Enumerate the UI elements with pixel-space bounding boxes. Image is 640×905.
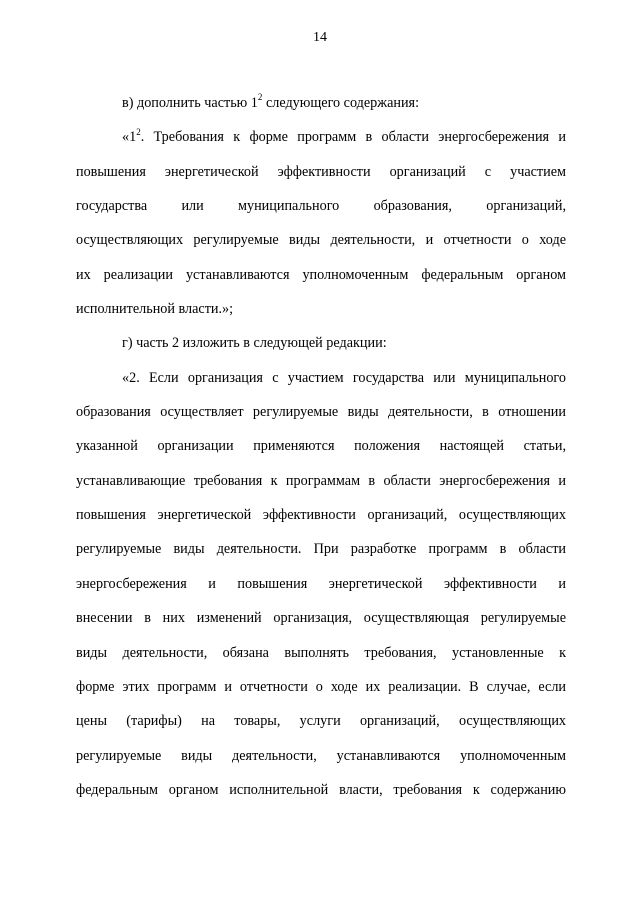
paragraph-line: осуществляющих регулируемые виды деятельности, и отчетности о ходе xyxy=(76,232,566,249)
paragraph-line: форме этих программ и отчетности о ходе их реализации. В случае, если xyxy=(76,678,566,695)
paragraph-line: исполнительной власти.»; xyxy=(76,301,234,318)
paragraph-line: образования осуществляет регулируемые виды деятельности, в отношении xyxy=(76,404,566,421)
page-number: 14 xyxy=(313,30,327,45)
paragraph-line: виды деятельности, обязана выполнять требования, установленные к xyxy=(76,644,566,661)
document-body xyxy=(76,86,566,807)
paragraph-line: повышения энергетической эффективности организаций с участием xyxy=(76,163,566,180)
paragraph-line: регулируемые виды деятельности, устанавливаются уполномоченным xyxy=(76,747,566,764)
paragraph-line: устанавливающие требования к программам в области энергосбережения и xyxy=(76,472,566,489)
paragraph-line: цены (тарифы) на товары, услуги организаций, осуществляющих xyxy=(76,713,566,730)
paragraph-line: государства или муниципального образования, организаций, xyxy=(76,198,566,215)
paragraph-line: повышения энергетической эффективности организаций, осуществляющих xyxy=(76,507,566,524)
paragraph-line: внесении в них изменений организация, осуществляющая регулируемые xyxy=(76,610,566,627)
paragraph-line: указанной организации применяются положения настоящей статьи, xyxy=(76,438,566,455)
paragraph-line: регулируемые виды деятельности. При разработке программ в области xyxy=(76,541,566,558)
paragraph-line: в) дополнить частью $1^2$ следующего содержания: xyxy=(122,92,420,111)
paragraph-line: г) часть 2 изложить в следующей редакции: xyxy=(122,335,387,352)
paragraph-line: «$1^2$. Требования к форме программ в области энергосбережения и xyxy=(122,126,566,146)
paragraph-line: «2. Если организация с участием государства или муниципального xyxy=(122,369,566,386)
paragraph-line: федеральным органом исполнительной власти, требования к содержанию xyxy=(76,781,566,798)
paragraph-line: энергосбережения и повышения энергетической эффективности и xyxy=(76,575,566,592)
paragraph-line: их реализации устанавливаются уполномоченным федеральным органом xyxy=(76,266,566,283)
